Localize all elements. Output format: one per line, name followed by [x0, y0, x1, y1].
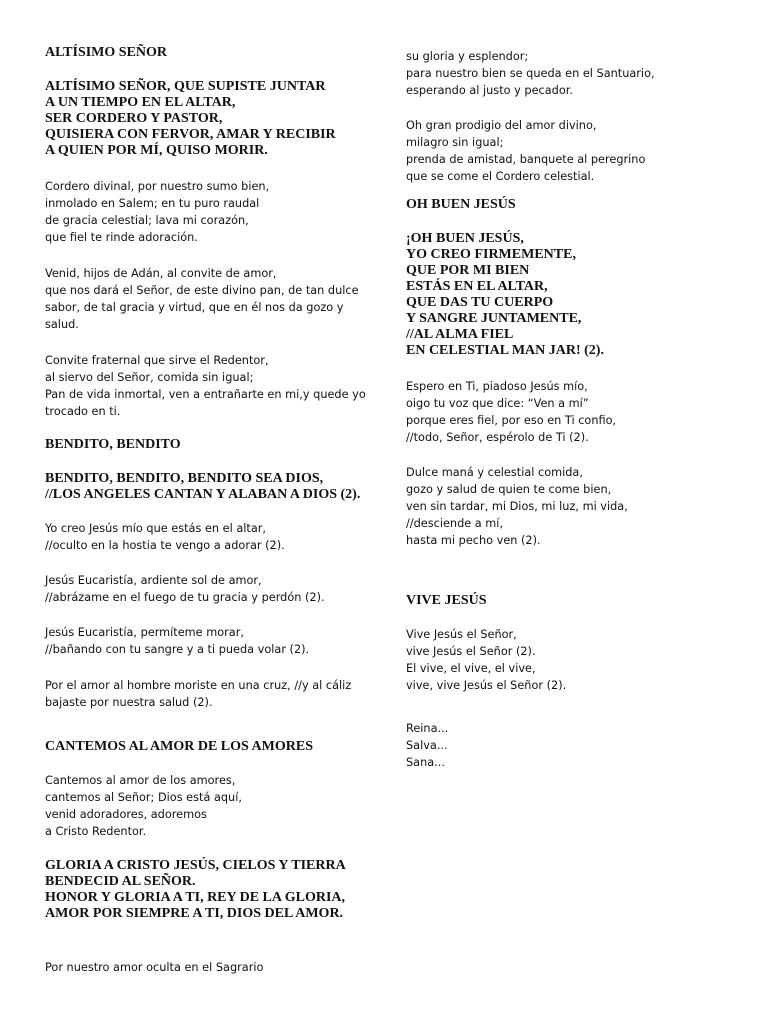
chorus-cantemos: [45, 858, 346, 922]
song-title-bendito: BENDITO, BENDITO: [45, 437, 181, 452]
text-line: milagro sin igual;: [406, 136, 504, 149]
text-line: que se come el Cordero celestial.: [406, 170, 595, 183]
text-line: para nuestro bien se queda en el Santuario,: [406, 67, 655, 80]
text-line: HONOR Y GLORIA A TI, REY DE LA GLORIA,: [45, 890, 346, 905]
text-line: //AL ALMA FIEL: [406, 327, 514, 342]
text-line: al siervo del Señor, comida sin igual;: [45, 371, 254, 384]
verse-altisimo-2: [45, 265, 359, 333]
text-line: GLORIA A CRISTO JESÚS, CIELOS Y TIERRA: [45, 858, 346, 873]
text-line: a Cristo Redentor.: [45, 825, 147, 838]
text-line: cantemos al Señor; Dios está aquí,: [45, 791, 242, 804]
text-line: //todo, Señor, espérolo de Ti (2).: [406, 431, 589, 444]
text-line: prenda de amistad, banquete al peregrino: [406, 153, 646, 166]
text-line: QUE DAS TU CUERPO: [406, 295, 554, 310]
text-line: que fiel te rinde adoración.: [45, 231, 198, 244]
text-line: Convite fraternal que sirve el Redentor,: [45, 354, 269, 367]
chorus-bendito: [45, 471, 360, 503]
text-line: Jesús Eucaristía, permíteme morar,: [45, 626, 244, 639]
song-title-altisimo: ALTÍSIMO SEÑOR: [45, 45, 168, 60]
text-line: Venid, hijos de Adán, al convite de amor,: [45, 267, 277, 280]
song-title-oh-buen-jesus: OH BUEN JESÚS: [406, 197, 516, 212]
text-line: EN CELESTIAL MAN JAR! (2).: [406, 343, 604, 358]
text-line: //abrázame en el fuego de tu gracia y perdón (2).: [45, 591, 325, 604]
text-line: AMOR POR SIEMPRE A TI, DIOS DEL AMOR.: [45, 906, 344, 921]
text-line: salud.: [45, 318, 79, 331]
text-line: gozo y salud de quien te come bien,: [406, 483, 612, 496]
text-line: Espero en Ti, piadoso Jesús mío,: [406, 380, 588, 393]
verse-cantemos-2-start: [45, 959, 263, 976]
text-line: hasta mi pecho ven (2).: [406, 534, 541, 547]
text-line: su gloria y esplendor;: [406, 50, 529, 63]
verse-oh-buen-jesus-1: [406, 378, 616, 446]
text-line: Pan de vida inmortal, ven a entrañarte en mi,y quede yo: [45, 388, 366, 401]
text-line: oigo tu voz que dice: “Ven a mí”: [406, 397, 589, 410]
text-line: inmolado en Salem; en tu puro raudal: [45, 197, 260, 210]
text-line: Dulce maná y celestial comida,: [406, 466, 583, 479]
text-line: SER CORDERO Y PASTOR,: [45, 111, 223, 126]
verse-cantemos-2-cont: [406, 48, 655, 99]
text-line: que nos dará el Señor, de este divino pan, de tan dulce: [45, 284, 359, 297]
verse-vive-jesus-1: [406, 626, 566, 694]
verse-altisimo-1: [45, 178, 269, 246]
text-line: BENDECID AL SEÑOR.: [45, 874, 196, 889]
verse-cantemos-1: [45, 772, 242, 840]
text-line: //oculto en la hostia te vengo a adorar (2).: [45, 539, 285, 552]
text-line: de gracia celestial; lava mi corazón,: [45, 214, 249, 227]
text-line: Oh gran prodigio del amor divino,: [406, 119, 597, 132]
text-line: Cordero divinal, por nuestro sumo bien,: [45, 180, 270, 193]
text-line: ¡OH BUEN JESÚS,: [406, 231, 524, 246]
chorus-oh-buen-jesus: [406, 231, 604, 359]
text-line: sabor, de tal gracia y virtud, que en él nos da gozo y: [45, 301, 344, 314]
text-line: BENDITO, BENDITO, BENDITO SEA DIOS,: [45, 471, 324, 486]
verse-bendito-3: [45, 624, 309, 658]
text-line: Yo creo Jesús mío que estás en el altar,: [45, 522, 266, 535]
text-line: venid adoradores, adoremos: [45, 808, 207, 821]
text-line: QUISIERA CON FERVOR, AMAR Y RECIBIR: [45, 127, 336, 142]
text-line: YO CREO FIRMEMENTE,: [406, 247, 576, 262]
text-line: Jesús Eucaristía, ardiente sol de amor,: [45, 574, 262, 587]
verse-oh-buen-jesus-2: [406, 464, 628, 549]
text-line: Sana...: [406, 756, 445, 769]
verse-altisimo-3: [45, 352, 366, 420]
song-title-cantemos: CANTEMOS AL AMOR DE LOS AMORES: [45, 739, 313, 754]
verse-bendito-1: [45, 520, 285, 554]
text-line: Y SANGRE JUNTAMENTE,: [406, 311, 582, 326]
text-line: El vive, el vive, el vive,: [406, 662, 536, 675]
text-line: ven sin tardar, mi Dios, mi luz, mi vida,: [406, 500, 628, 513]
text-line: //desciende a mí,: [406, 517, 504, 530]
text-line: Por el amor al hombre moriste en una cruz, //y al cáliz: [45, 679, 352, 692]
text-line: ESTÁS EN EL ALTAR,: [406, 279, 548, 294]
text-line: //LOS ANGELES CANTAN Y ALABAN A DIOS (2).: [45, 487, 361, 502]
text-line: //bañando con tu sangre y a ti pueda volar (2).: [45, 643, 310, 656]
verse-vive-jesus-2: [406, 720, 448, 771]
text-line: Vive Jesús el Señor,: [406, 628, 517, 641]
text-line: A QUIEN POR MÍ, QUISO MORIR.: [45, 143, 268, 158]
chorus-altisimo: [45, 79, 336, 159]
text-line: esperando al justo y pecador.: [406, 84, 573, 97]
verse-bendito-2: [45, 572, 325, 606]
verse-bendito-4: [45, 677, 351, 711]
text-line: Reina...: [406, 722, 449, 735]
text-line: Cantemos al amor de los amores,: [45, 774, 236, 787]
text-line: QUE POR MI BIEN: [406, 263, 530, 278]
text-line: ALTÍSIMO SEÑOR, QUE SUPISTE JUNTAR: [45, 79, 326, 94]
text-line: Salva...: [406, 739, 448, 752]
text-line: trocado en ti.: [45, 405, 121, 418]
text-line: A UN TIEMPO EN EL ALTAR,: [45, 95, 236, 110]
text-line: bajaste por nuestra salud (2).: [45, 696, 213, 709]
song-title-vive-jesus: VIVE JESÚS: [406, 593, 487, 608]
text-line: vive Jesús el Señor (2).: [406, 645, 536, 658]
text-line: vive, vive Jesús el Señor (2).: [406, 679, 567, 692]
text-line: Por nuestro amor oculta en el Sagrario: [45, 961, 264, 974]
text-line: porque eres fiel, por eso en Ti confio,: [406, 414, 617, 427]
verse-cantemos-3: [406, 117, 645, 185]
